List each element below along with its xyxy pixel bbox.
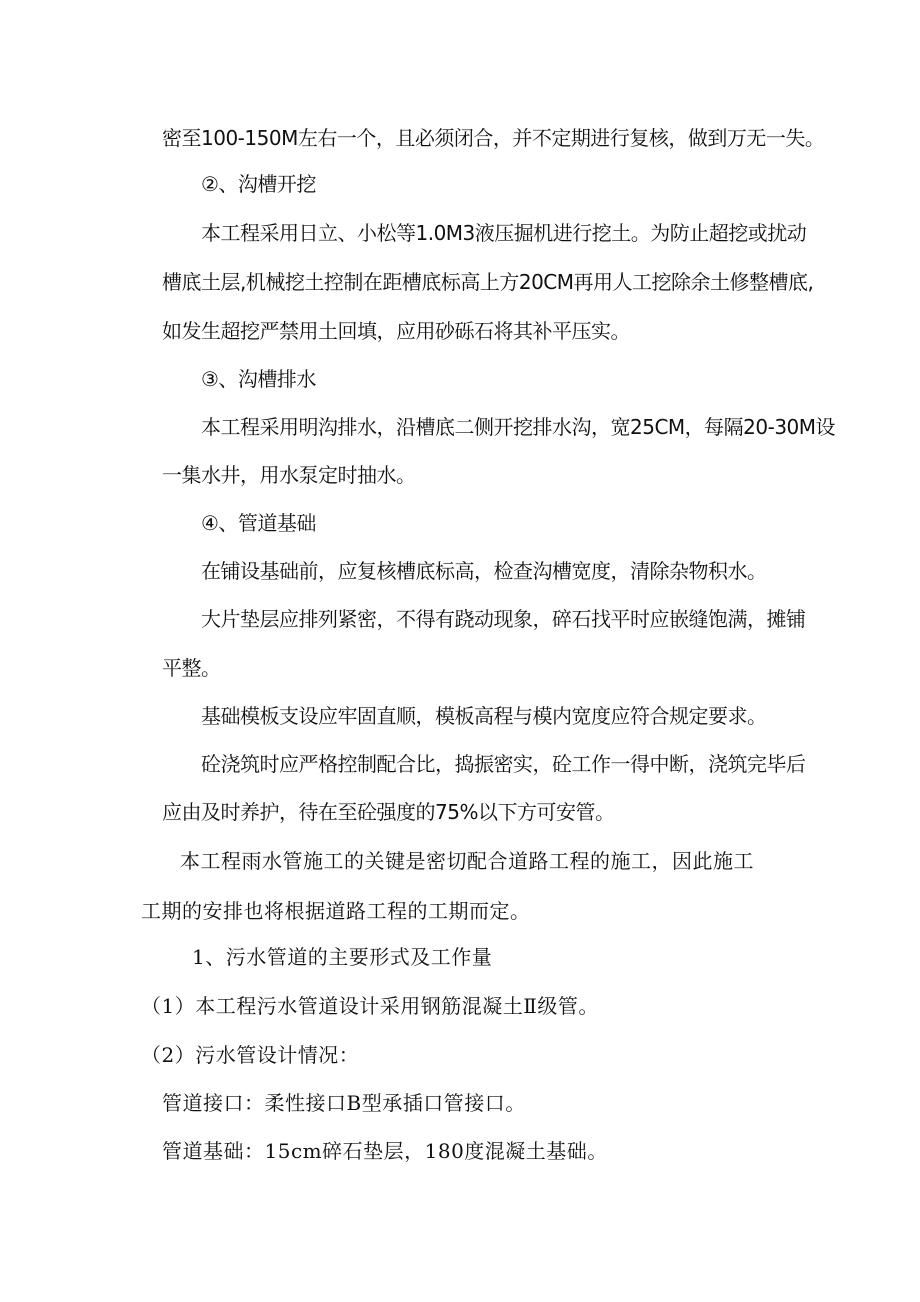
paragraph-line: （2）污水管设计情况：	[141, 1043, 360, 1067]
paragraph-line: 砼浇筑时应严格控制配合比，捣振密实，砼工作一得中断，浇筑完毕后	[201, 752, 806, 776]
paragraph-line: 管道接口：柔性接口B型承插口管接口。	[162, 1091, 526, 1115]
paragraph-line: 一集水井，用水泵定时抽水。	[162, 463, 416, 487]
section-heading: 1、污水管道的主要形式及工作量	[192, 945, 493, 969]
paragraph-line: 槽底土层,机械挖土控制在距槽底标高上方20CM再用人工挖除余土修整槽底,	[162, 270, 814, 294]
paragraph-line: 本工程雨水管施工的关键是密切配合道路工程的施工，因此施工	[180, 849, 754, 873]
paragraph-line: 管道基础：15cm碎石垫层，180度混凝土基础。	[162, 1139, 608, 1163]
paragraph-line: （1）本工程污水管道设计采用钢筋混凝土Ⅱ级管。	[141, 994, 599, 1018]
paragraph-line: 工期的安排也将根据道路工程的工期而定。	[141, 899, 531, 923]
section-heading: ②、沟槽开挖	[201, 172, 316, 196]
paragraph-line: 平整。	[162, 656, 221, 680]
paragraph-line: 如发生超挖严禁用土回填，应用砂砾石将其补平压实。	[162, 319, 630, 343]
paragraph-line: 应由及时养护，待在至砼强度的75%以下方可安管。	[162, 800, 615, 824]
paragraph-line: 密至100-150M左右一个，且必须闭合，并不定期进行复核，做到万无一失。	[162, 126, 825, 150]
paragraph-line: 本工程采用日立、小松等1.0M3液压掘机进行挖土。为防止超挖或扰动	[201, 221, 807, 245]
section-heading: ③、沟槽排水	[201, 367, 316, 391]
paragraph-line: 本工程采用明沟排水，沿槽底二侧开挖排水沟，宽25CM，每隔20-30M设	[201, 415, 836, 439]
paragraph-line: 大片垫层应排列紧密，不得有跷动现象，碎石找平时应嵌缝饱满，摊铺	[201, 607, 806, 631]
paragraph-line: 在铺设基础前，应复核槽底标高，检查沟槽宽度，清除杂物积水。	[201, 559, 767, 583]
section-heading: ④、管道基础	[201, 511, 316, 535]
paragraph-line: 基础模板支设应牢固直顺，模板高程与模内宽度应符合规定要求。	[201, 704, 767, 728]
